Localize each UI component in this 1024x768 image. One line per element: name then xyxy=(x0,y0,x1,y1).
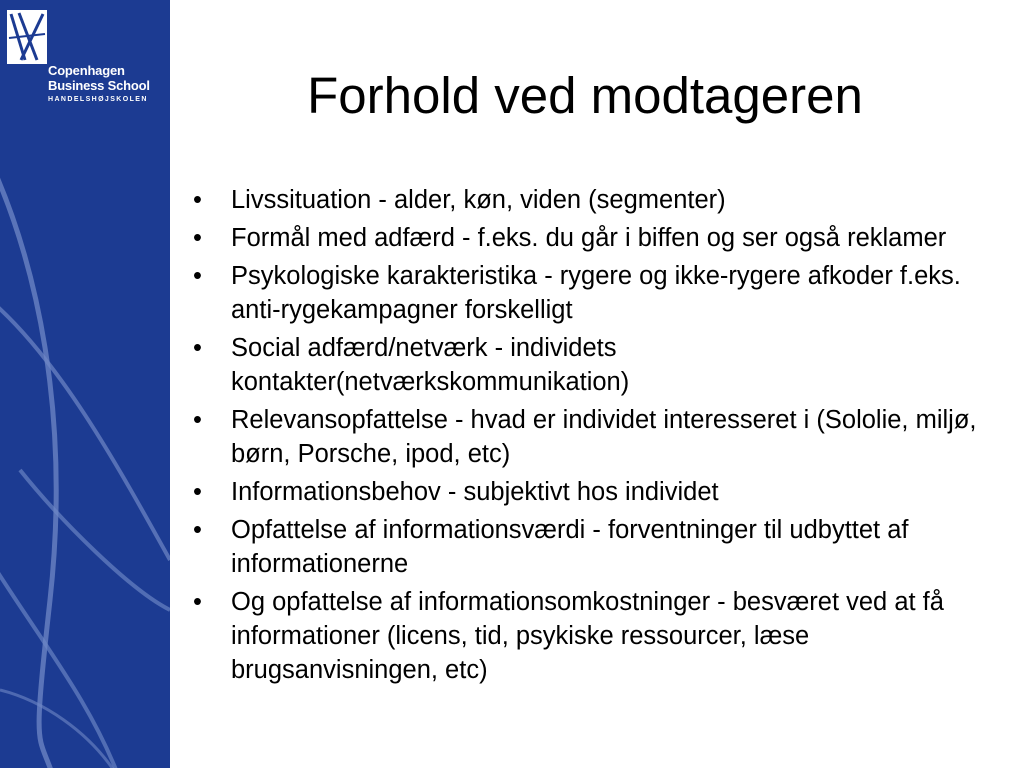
decorative-curves xyxy=(0,0,170,768)
bullet-item xyxy=(190,403,990,471)
bullet-text: Relevansopfattelse - hvad er individet interesseret i (Sololie, miljø, børn, Porsche, ipod, etc) xyxy=(231,406,977,468)
cbs-logo-text xyxy=(48,63,150,104)
slide-title: Forhold ved modtageren xyxy=(307,67,863,124)
logo-line-3: HANDELSHØJSKOLEN xyxy=(48,96,148,103)
bullet-list xyxy=(190,183,990,691)
bullet-item xyxy=(190,585,990,687)
bullet-dot-icon: • xyxy=(193,262,202,290)
logo-line-2: Business School xyxy=(48,78,150,93)
bullet-text: Psykologiske karakteristika - rygere og ikke-rygere afkoder f.eks. anti-rygekampagner forskelligt xyxy=(231,262,961,324)
bullet-text: Og opfattelse af informationsomkostninger - besværet ved at få informationer (licens, tid, psykiske ressourcer, læse brugsanvisningen, etc) xyxy=(231,588,944,684)
bullet-dot-icon: • xyxy=(193,406,202,434)
bullet-dot-icon: • xyxy=(193,334,202,362)
bullet-text: Livssituation - alder, køn, viden (segmenter) xyxy=(231,186,726,214)
bullet-item xyxy=(190,259,990,327)
bullet-dot-icon: • xyxy=(193,224,202,252)
bullet-text: Opfattelse af informationsværdi - forventninger til udbyttet af informationerne xyxy=(231,516,909,578)
bullet-dot-icon: • xyxy=(193,186,202,214)
bullet-item xyxy=(190,183,990,217)
bullet-item xyxy=(190,513,990,581)
sidebar-decoration xyxy=(0,0,170,768)
logo-line-1: Copenhagen xyxy=(48,63,125,78)
bullet-dot-icon: • xyxy=(193,516,202,544)
bullet-item xyxy=(190,331,990,399)
bullet-dot-icon: • xyxy=(193,588,202,616)
bullet-item xyxy=(190,475,990,509)
bullet-text: Social adfærd/netværk - individets kontakter(netværkskommunikation) xyxy=(231,334,630,396)
bullet-item xyxy=(190,221,990,255)
bullet-text: Formål med adfærd - f.eks. du går i biffen og ser også reklamer xyxy=(231,224,947,252)
bullet-dot-icon: • xyxy=(193,478,202,506)
bullet-text: Informationsbehov - subjektivt hos individet xyxy=(231,478,719,506)
cbs-logo-icon xyxy=(7,10,47,64)
